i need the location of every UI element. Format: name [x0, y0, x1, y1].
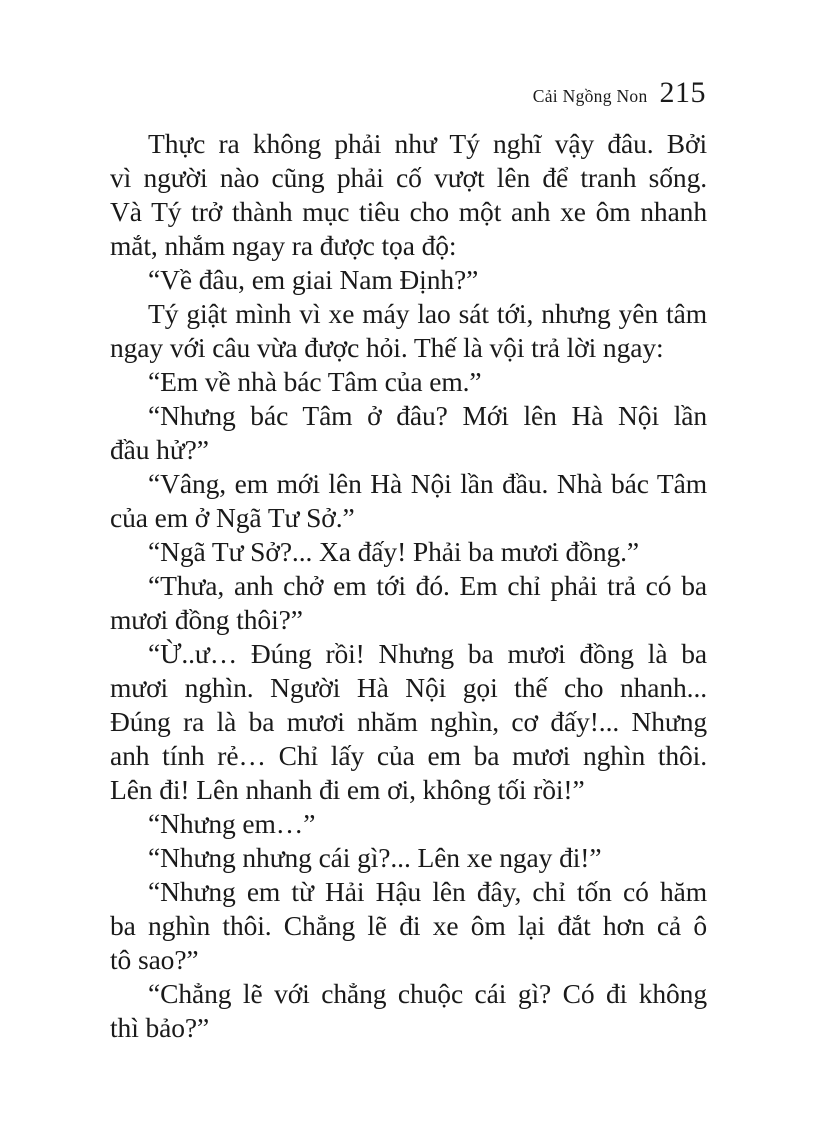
text-line: anh tính rẻ… Chỉ lấy của em ba mươi nghìn thôi.	[110, 740, 707, 771]
text-line: tô sao?”	[110, 944, 199, 975]
text-line: “Nhưng em từ Hải Hậu lên đây, chỉ tốn có hăm	[148, 876, 707, 907]
text-line: vì người nào cũng phải cố vượt lên để tranh sống.	[110, 162, 707, 193]
text-line: thì bảo?”	[110, 1012, 210, 1043]
text-line: “Vâng, em mới lên Hà Nội lần đầu. Nhà bác Tâm	[148, 468, 707, 499]
text-line: Lên đi! Lên nhanh đi em ơi, không tối rồi!”	[110, 774, 585, 805]
text-line: “Nhưng bác Tâm ở đâu? Mới lên Hà Nội lần	[148, 400, 707, 431]
text-line: “Thưa, anh chở em tới đó. Em chỉ phải trả có ba	[148, 570, 707, 601]
text-line: đầu hử?”	[110, 434, 209, 465]
text-line: của em ở Ngã Tư Sở.”	[110, 502, 355, 533]
page-number: 215	[659, 76, 706, 109]
text-line: “Nhưng em…”	[148, 808, 316, 839]
text-line: “Em về nhà bác Tâm của em.”	[148, 366, 482, 397]
body-text	[110, 127, 707, 1045]
text-line: Tý giật mình vì xe máy lao sát tới, nhưng yên tâm	[148, 298, 707, 329]
text-line: “Nhưng nhưng cái gì?... Lên xe ngay đi!”	[148, 842, 602, 873]
text-line: “Chẳng lẽ với chẳng chuộc cái gì? Có đi không	[148, 978, 707, 1009]
text-line: “Ngã Tư Sở?... Xa đấy! Phải ba mươi đồng.”	[148, 536, 640, 567]
running-title: Cải Ngồng Non	[532, 86, 648, 106]
text-line: Thực ra không phải như Tý nghĩ vậy đâu. Bởi	[148, 128, 707, 159]
text-line: ba nghìn thôi. Chẳng lẽ đi xe ôm lại đắt hơn cả ô	[110, 910, 707, 941]
text-line: mươi nghìn. Người Hà Nội gọi thế cho nhanh...	[110, 672, 707, 703]
text-line: mươi đồng thôi?”	[110, 604, 303, 635]
text-line: Và Tý trở thành mục tiêu cho một anh xe ôm nhanh	[110, 196, 707, 227]
text-line: Đúng ra là ba mươi nhăm nghìn, cơ đấy!... Nhưng	[110, 706, 707, 737]
text-line: “Về đâu, em giai Nam Định?”	[148, 264, 479, 295]
running-header	[533, 76, 706, 112]
text-line: mắt, nhắm ngay ra được tọa độ:	[110, 230, 457, 261]
text-line: ngay với câu vừa được hỏi. Thế là vội trả lời ngay:	[110, 332, 664, 363]
text-line: “Ừ..ư… Đúng rồi! Nhưng ba mươi đồng là ba	[148, 638, 707, 669]
